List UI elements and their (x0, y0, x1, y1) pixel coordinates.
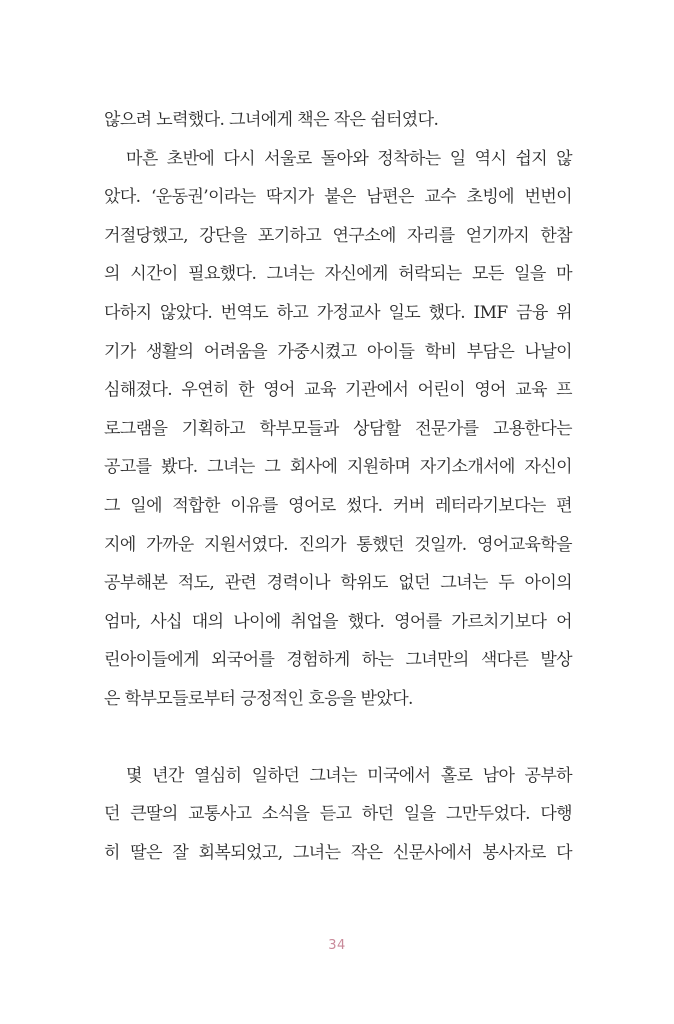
text-line: 거절당했고, 강단을 포기하고 연구소에 자리를 얻기까지 한참 (104, 225, 572, 246)
text-line: 다하지 않았다. 번역도 하고 가정교사 일도 했다. IMF 금융 위 (104, 302, 572, 323)
text-line: 몇 년간 열심히 일하던 그녀는 미국에서 홀로 남아 공부하 (126, 765, 572, 786)
paragraph-gap (104, 723, 572, 761)
text-line: 았다. ‘운동권’이라는 딱지가 붙은 남편은 교수 초빙에 번번이 (104, 187, 572, 208)
text-line: 공부해본 적도, 관련 경력이나 학위도 없던 그녀는 두 아이의 (104, 573, 572, 594)
text-line: 은 학부모들로부터 긍정적인 호응을 받았다. (104, 688, 413, 709)
text-line: 린아이들에게 외국어를 경험하게 하는 그녀만의 색다른 발상 (104, 650, 572, 671)
text-line: 히 딸은 잘 회복되었고, 그녀는 작은 신문사에서 봉사자로 다 (104, 842, 572, 863)
text-line: 로그램을 기획하고 학부모들과 상담할 전문가를 고용한다는 (104, 418, 572, 439)
text-line: 지에 가까운 지원서였다. 진의가 통했던 것일까. 영어교육학을 (104, 534, 572, 555)
text-line: 엄마, 사십 대의 나이에 취업을 했다. 영어를 가르치기보다 어 (104, 611, 572, 632)
paragraph (104, 761, 572, 877)
page-number: 34 (328, 938, 346, 953)
text-line: 의 시간이 필요했다. 그녀는 자신에게 허락되는 모든 일을 마 (104, 264, 572, 285)
text-line: 심해졌다. 우연히 한 영어 교육 기관에서 어린이 영어 교육 프 (104, 380, 572, 401)
paragraph (104, 105, 572, 144)
text-line: 마흔 초반에 다시 서울로 돌아와 정착하는 일 역시 쉽지 않 (126, 148, 572, 169)
text-line: 않으려 노력했다. 그녀에게 책은 작은 쉼터였다. (104, 110, 439, 130)
text-line: 던 큰딸의 교통사고 소식을 듣고 하던 일을 그만두었다. 다행 (104, 804, 572, 825)
body-text (104, 105, 572, 876)
text-line: 공고를 봤다. 그녀는 그 회사에 지원하며 자기소개서에 자신이 (104, 457, 572, 478)
text-line: 그 일에 적합한 이유를 영어로 썼다. 커버 레터라기보다는 편 (104, 495, 572, 516)
paragraph (104, 144, 572, 723)
text-line: 기가 생활의 어려움을 가중시켰고 아이들 학비 부담은 나날이 (104, 341, 572, 362)
